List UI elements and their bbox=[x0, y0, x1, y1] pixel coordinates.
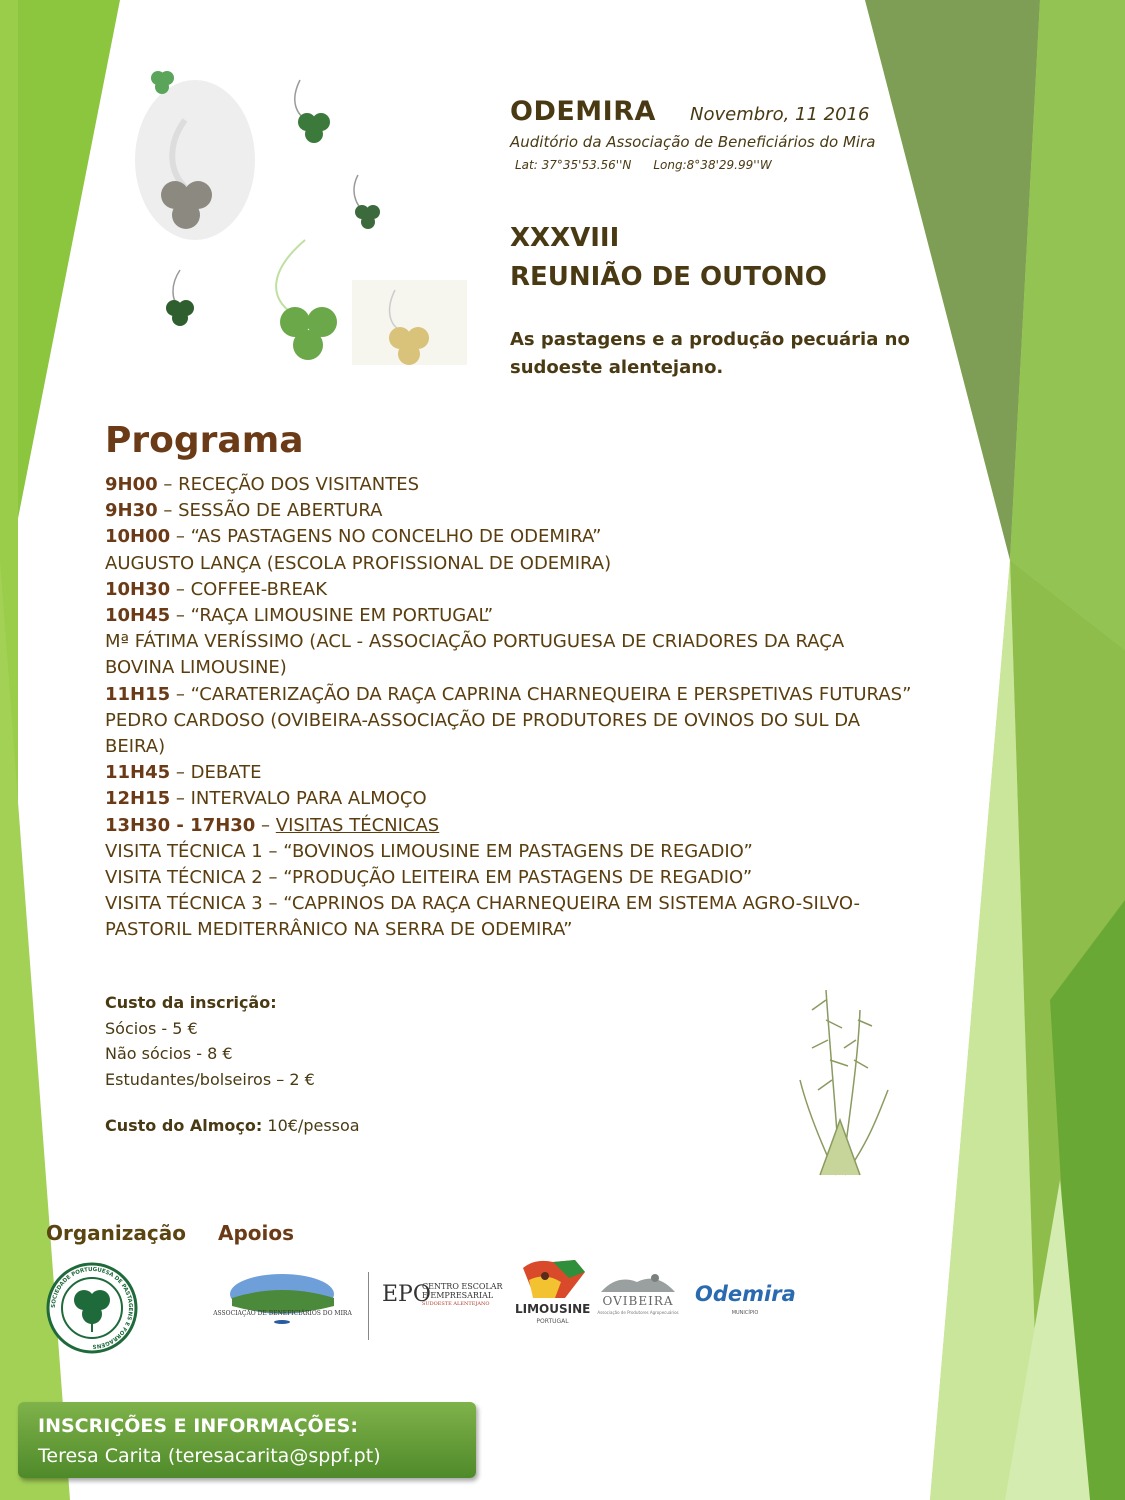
odemira-logo-sub: MUNICÍPIO bbox=[731, 1310, 759, 1316]
program-item-text: AUGUSTO LANÇA (ESCOLA PROFISSIONAL DE ODEMIRA) bbox=[105, 552, 612, 574]
info-contact[interactable]: Teresa Carita (teresacarita@sppf.pt) bbox=[38, 1445, 381, 1467]
event-venue: Auditório da Associação de Beneficiários do Mira bbox=[510, 133, 876, 151]
costs-section bbox=[105, 990, 360, 1139]
program-item-time: 11H15 bbox=[105, 683, 171, 705]
costs-heading: Custo da inscrição: bbox=[105, 993, 277, 1012]
epo-logo bbox=[382, 1282, 502, 1322]
program-item-text: – “AS PASTAGENS NO CONCELHO DE ODEMIRA” bbox=[170, 526, 602, 548]
organization-label: Organização bbox=[46, 1221, 186, 1245]
clover-decoration bbox=[135, 71, 467, 365]
program-item-time: 13H30 - 17H30 bbox=[105, 814, 256, 836]
program-item-time: 9H00 bbox=[105, 474, 158, 495]
epo-line2: E EMPRESARIAL bbox=[422, 1291, 494, 1300]
lunch-cost-value: 10€/pessoa bbox=[262, 1116, 360, 1135]
abm-logo-text: ASSOCIAÇÃO DE BENEFICIÁRIOS DO MIRA bbox=[213, 1310, 352, 1317]
program-item bbox=[105, 865, 945, 891]
program-item-text: PASTORIL MEDITERRÂNICO NA SERRA DE ODEMIRA” bbox=[105, 919, 573, 941]
program-item bbox=[105, 734, 945, 760]
program-heading: Programa bbox=[105, 420, 304, 461]
program-item-separator: – bbox=[255, 814, 276, 836]
logo-divider bbox=[368, 1272, 369, 1340]
odemira-logo-text: Odemira bbox=[695, 1282, 796, 1306]
program-item-text: – COFFEE-BREAK bbox=[170, 578, 328, 600]
abm-logo bbox=[200, 1272, 365, 1342]
latitude: Lat: 37°35'53.56''N bbox=[515, 158, 632, 172]
program-list bbox=[105, 472, 945, 944]
sppf-seal-text: SOCIEDADE PORTUGUESA DE PASTAGENS E FORRAGENS bbox=[50, 1266, 134, 1350]
cost-non-members: Não sócios - 8 € bbox=[105, 1044, 233, 1063]
program-item-text: VISITA TÉCNICA 3 – “CAPRINOS DA RAÇA CHARNEQUEIRA EM SISTEMA AGRO-SILVO- bbox=[105, 893, 861, 915]
program-item bbox=[105, 917, 945, 943]
program-item bbox=[105, 524, 945, 550]
program-item-text: Mª FÁTIMA VERÍSSIMO (ACL - ASSOCIAÇÃO PORTUGUESA DE CRIADORES DA RAÇA bbox=[105, 631, 845, 653]
program-item bbox=[105, 629, 945, 655]
event-title: REUNIÃO DE OUTONO bbox=[510, 262, 827, 292]
program-item-time: 12H15 bbox=[105, 788, 171, 810]
lunch-cost-label: Custo do Almoço: bbox=[105, 1116, 263, 1135]
event-coordinates bbox=[515, 158, 794, 172]
ovibeira-logo-sub: Associação de Produtores Agropecuários bbox=[597, 1310, 679, 1315]
program-item bbox=[105, 891, 945, 917]
program-item-text: BEIRA) bbox=[105, 736, 166, 758]
program-item bbox=[105, 839, 945, 865]
program-item bbox=[105, 708, 945, 734]
epo-line3: SUDOESTE ALENTEJANO bbox=[422, 1301, 490, 1307]
program-item-underlined: VISITAS TÉCNICAS bbox=[275, 814, 440, 836]
program-item bbox=[105, 551, 945, 577]
program-item-text: PEDRO CARDOSO (OVIBEIRA-ASSOCIAÇÃO DE PRODUTORES DE OVINOS DO SUL DA bbox=[105, 709, 861, 731]
program-item bbox=[105, 682, 945, 708]
ovibeira-logo bbox=[597, 1270, 679, 1322]
epo-mark: EPO bbox=[382, 1282, 431, 1307]
event-edition: XXXVIII bbox=[510, 223, 620, 253]
program-item bbox=[105, 813, 945, 839]
program-item bbox=[105, 498, 945, 524]
limousine-logo-text: LIMOUSINE bbox=[515, 1302, 591, 1316]
cost-students: Estudantes/bolseiros – 2 € bbox=[105, 1069, 315, 1089]
info-title: INSCRIÇÕES E INFORMAÇÕES: bbox=[38, 1415, 358, 1437]
program-item-text: – “RAÇA LIMOUSINE EM PORTUGAL” bbox=[170, 605, 494, 627]
limousine-logo-sub: PORTUGAL bbox=[536, 1318, 569, 1325]
program-item-time: 10H45 bbox=[105, 605, 171, 627]
event-theme: As pastagens e a produção pecuária no sudoeste alentejano. bbox=[510, 329, 910, 378]
program-item-text: – INTERVALO PARA ALMOÇO bbox=[170, 788, 427, 810]
event-city: ODEMIRA bbox=[510, 96, 656, 127]
program-item-text: VISITA TÉCNICA 2 – “PRODUÇÃO LEITEIRA EM PASTAGENS DE REGADIO” bbox=[105, 867, 753, 889]
support-label: Apoios bbox=[218, 1221, 295, 1245]
program-item-time: 11H45 bbox=[105, 762, 171, 784]
program-item-time: 10H00 bbox=[105, 526, 171, 548]
program-item bbox=[105, 760, 945, 786]
program-item bbox=[105, 577, 945, 603]
program-item-text: – DEBATE bbox=[170, 762, 262, 784]
program-item-text: – “CARATERIZAÇÃO DA RAÇA CAPRINA CHARNEQUEIRA E PERSPETIVAS FUTURAS” bbox=[170, 683, 912, 705]
program-item-text: – RECEÇÃO DOS VISITANTES bbox=[157, 474, 420, 495]
longitude: Long:8°38'29.99''W bbox=[653, 158, 772, 172]
program-item bbox=[105, 472, 945, 498]
grass-illustration bbox=[800, 990, 888, 1175]
epo-line1: CENTRO ESCOLAR bbox=[422, 1282, 503, 1291]
program-item-text: VISITA TÉCNICA 1 – “BOVINOS LIMOUSINE EM PASTAGENS DE REGADIO” bbox=[105, 840, 753, 862]
program-item-time: 9H30 bbox=[105, 500, 158, 522]
program-item bbox=[105, 655, 945, 681]
sppf-seal-logo bbox=[46, 1262, 138, 1354]
program-item bbox=[105, 603, 945, 629]
program-item-time: 10H30 bbox=[105, 578, 171, 600]
program-item-text: BOVINA LIMOUSINE) bbox=[105, 657, 287, 679]
program-item bbox=[105, 786, 945, 812]
odemira-logo bbox=[695, 1282, 795, 1322]
ovibeira-logo-text: OVIBEIRA bbox=[602, 1294, 674, 1308]
program-item-text: – SESSÃO DE ABERTURA bbox=[157, 500, 383, 522]
cost-members: Sócios - 5 € bbox=[105, 1018, 198, 1038]
event-date: Novembro, 11 2016 bbox=[690, 104, 870, 125]
limousine-logo bbox=[515, 1258, 590, 1333]
